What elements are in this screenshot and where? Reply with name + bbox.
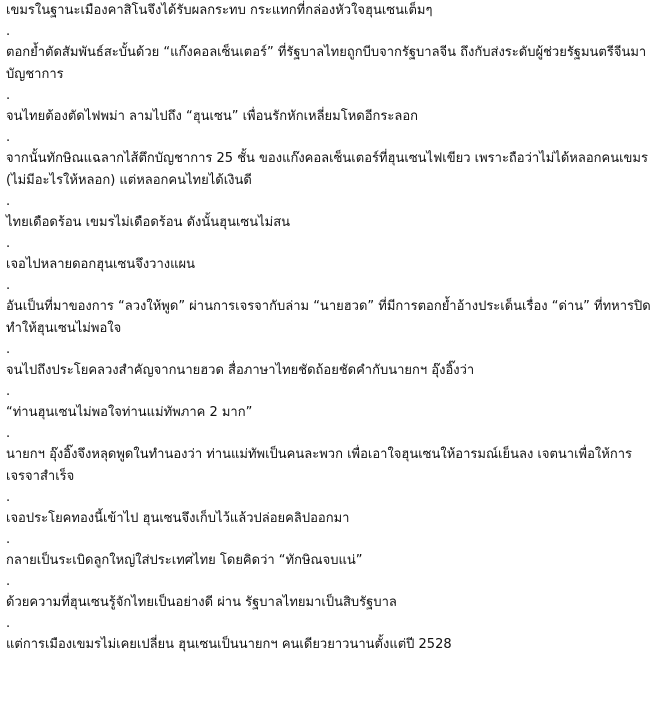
paragraph-3: จนไทยต้องตัดไฟพม่า ลามไปถึง “ฮุนเซน” เพื่อนรักหักเหลี่ยมโหดอีกระลอก — [6, 109, 419, 124]
paragraph-7: อันเป็นที่มาของการ “ลวงให้พูด” ผ่านการเจรจากับล่าม “นายฮวด” ที่มีการตอกย้ำอ้างประเด็นเรื่อง “ด่าน” ที่ทหารปิด ทำให้ฮุนเซนไม่พอใจ — [6, 299, 651, 336]
separator-dot: . — [6, 278, 11, 293]
paragraph-11: เจอประโยคทองนี้เข้าไป ฮุนเซนจึงเก็บไว้แล้วปล่อยคลิปออกมา — [6, 511, 350, 526]
separator-dot: . — [6, 490, 11, 505]
separator-dot: . — [6, 426, 11, 441]
article-body — [6, 0, 658, 656]
paragraph-14: แต่การเมืองเขมรไม่เคยเปลี่ยน ฮุนเซนเป็นนายกฯ คนเดียวยาวนานตั้งแต่ปี 2528 — [6, 637, 452, 652]
separator-dot: . — [6, 236, 11, 251]
paragraph-5: ไทยเดือดร้อน เขมรไม่เดือดร้อน ดังนั้นฮุนเซนไม่สน — [6, 215, 291, 230]
separator-dot: . — [6, 194, 11, 209]
paragraph-8: จนไปถึงประโยคลวงสำคัญจากนายฮวด สื่อภาษาไทยชัดถ้อยชัดคำกับนายกฯ อุ๊งอิ๊งว่า — [6, 363, 475, 378]
separator-dot: . — [6, 532, 11, 547]
paragraph-2: ตอกย้ำตัดสัมพันธ์สะบั้นด้วย “แก๊งคอลเซ็นเตอร์” ที่รัฐบาลไทยถูกบีบจากรัฐบาลจีน ถึงกับส่งระดับผู้ช่วยรัฐมนตรีจีนมาบัญชาการ — [6, 45, 647, 82]
paragraph-10: นายกฯ อุ๊งอิ๊งจึงหลุดพูดในทำนองว่า ท่านแม่ทัพเป็นคนละพวก เพื่อเอาใจฮุนเซนให้อารมณ์เย็นลง เจตนาเพื่อให้การเจรจาสำเร็จ — [6, 447, 632, 484]
separator-dot: . — [6, 616, 11, 631]
paragraph-1: เขมรในฐานะเมืองคาสิโนจึงได้รับผลกระทบ กระแทกที่กล่องหัวใจฮุนเซนเต็มๆ — [6, 3, 433, 18]
paragraph-13: ด้วยความที่ฮุนเซนรู้จักไทยเป็นอย่างดี ผ่าน รัฐบาลไทยมาเป็นสิบรัฐบาล — [6, 595, 397, 610]
separator-dot: . — [6, 88, 11, 103]
separator-dot: . — [6, 384, 11, 399]
paragraph-9-quote: “ท่านฮุนเซนไม่พอใจท่านแม่ทัพภาค 2 มาก” — [6, 405, 253, 420]
separator-dot: . — [6, 24, 11, 39]
paragraph-6: เจอไปหลายดอกฮุนเซนจึงวางแผน — [6, 257, 196, 272]
paragraph-4: จากนั้นทักษิณแฉลากไส้ตึกบัญชาการ 25 ชั้น ของแก๊งคอลเซ็นเตอร์ที่ฮุนเซนไฟเขียว เพราะถือว่าไม่ได้หลอกคนเขมร (ไม่มีอะไรให้หลอก) แต่หลอกคนไทยได้เงินดี — [6, 151, 648, 188]
separator-dot: . — [6, 130, 11, 145]
separator-dot: . — [6, 342, 11, 357]
paragraph-12: กลายเป็นระเบิดลูกใหญ่ใส่ประเทศไทย โดยคิดว่า “ทักษิณจบแน่” — [6, 553, 363, 568]
separator-dot: . — [6, 574, 11, 589]
